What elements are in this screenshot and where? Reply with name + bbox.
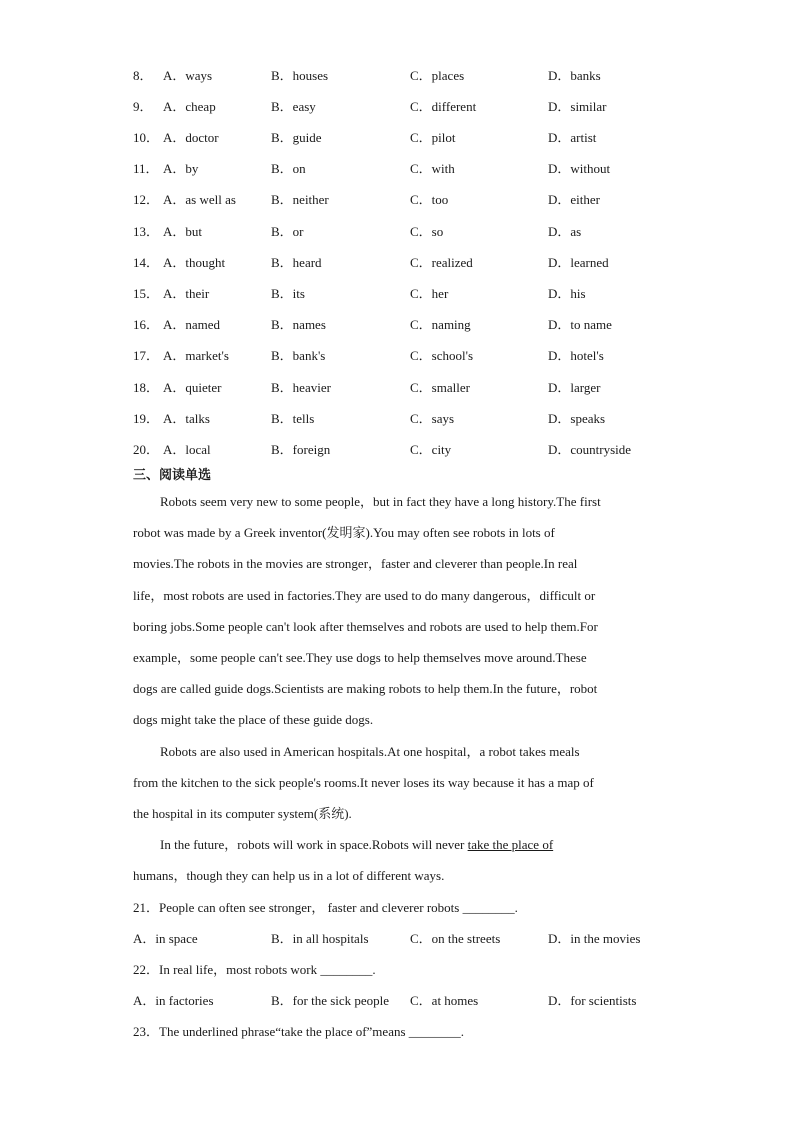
passage-line: Robots are also used in American hospitals.At one hospital，a robot takes meals <box>160 744 580 759</box>
option-a[interactable]: A．ways <box>163 68 213 83</box>
option-d[interactable]: D．similar <box>548 99 607 114</box>
question-number: 12． <box>133 192 160 207</box>
option-a[interactable]: A．doctor <box>163 130 219 145</box>
question-number: 11． <box>133 161 159 176</box>
passage-line: example，some people can't see.They use dogs to help themselves move around.These <box>133 649 587 665</box>
option-a[interactable]: A．their <box>163 286 210 301</box>
option-c[interactable]: C．school's <box>410 348 474 363</box>
passage-line: robot was made by a Greek inventor(发明家).You may often see robots in lots of <box>133 525 555 541</box>
option-d[interactable]: D．to name <box>548 317 612 332</box>
underlined-phrase: take the place of <box>467 837 554 852</box>
question-number: 13． <box>133 224 160 239</box>
question-23-stem <box>133 1022 464 1042</box>
passage-paragraph-2 <box>133 736 653 830</box>
option-d[interactable]: D．larger <box>548 380 601 395</box>
passage-line: boring jobs.Some people can't look after themselves and robots are used to help them.For <box>133 618 598 634</box>
option-a[interactable]: A．market's <box>163 348 229 363</box>
option-b[interactable]: B．foreign <box>271 442 331 457</box>
question-21-stem <box>133 898 518 918</box>
passage-text: In the future，robots will work in space.Robots will never <box>160 837 468 852</box>
question-number: 19． <box>133 411 160 426</box>
passage-line: Robots seem very new to some people，but in fact they have a long history.The first <box>160 494 601 509</box>
option-d[interactable]: D．for scientists <box>548 993 637 1008</box>
passage-line: humans，though they can help us in a lot of different ways. <box>133 868 445 884</box>
option-b[interactable]: B．heard <box>271 255 322 270</box>
option-b[interactable]: B．neither <box>271 192 329 207</box>
option-c[interactable]: C．too <box>410 192 449 207</box>
option-c[interactable]: C．realized <box>410 255 473 270</box>
option-b[interactable]: B．for the sick people <box>271 993 390 1008</box>
question-number: 8． <box>133 68 153 83</box>
question-number: 16． <box>133 317 160 332</box>
option-b[interactable]: B．bank's <box>271 348 326 363</box>
passage-line: the hospital in its computer system(系统). <box>133 806 352 822</box>
option-b[interactable]: B．easy <box>271 99 316 114</box>
option-c[interactable]: C．on the streets <box>410 931 501 946</box>
passage-line: from the kitchen to the sick people's rooms.It never loses its way because it has a map of <box>133 775 594 791</box>
option-a[interactable]: A．local <box>163 442 211 457</box>
option-a[interactable]: A．named <box>163 317 221 332</box>
question-number: 20． <box>133 442 160 457</box>
option-c[interactable]: C．at homes <box>410 993 479 1008</box>
passage-paragraph-1 <box>133 486 653 736</box>
option-d[interactable]: D．without <box>548 161 611 176</box>
option-a[interactable]: A．cheap <box>163 99 216 114</box>
option-d[interactable]: D．in the movies <box>548 931 641 946</box>
option-d[interactable]: D．either <box>548 192 600 207</box>
option-b[interactable]: B．tells <box>271 411 315 426</box>
passage-line: movies.The robots in the movies are stronger，faster and cleverer than people.In real <box>133 556 578 572</box>
question-number: 18． <box>133 380 160 395</box>
passage-line: dogs might take the place of these guide dogs. <box>133 712 374 728</box>
option-b[interactable]: B．names <box>271 317 326 332</box>
option-c[interactable]: C．places <box>410 68 465 83</box>
option-a[interactable]: A．but <box>163 224 203 239</box>
option-b[interactable]: B．guide <box>271 130 322 145</box>
passage-paragraph-3 <box>133 829 653 891</box>
question-number: 9． <box>133 99 153 114</box>
option-b[interactable]: B．in all hospitals <box>271 931 369 946</box>
option-c[interactable]: C．pilot <box>410 130 456 145</box>
option-b[interactable]: B．its <box>271 286 305 301</box>
option-c[interactable]: C．smaller <box>410 380 470 395</box>
option-d[interactable]: D．hotel's <box>548 348 604 363</box>
option-d[interactable]: D．as <box>548 224 582 239</box>
question-number: 10． <box>133 130 160 145</box>
option-a[interactable]: A．talks <box>163 411 210 426</box>
option-c[interactable]: C．with <box>410 161 455 176</box>
option-a[interactable]: A．quieter <box>163 380 222 395</box>
passage-line <box>133 829 653 860</box>
option-b[interactable]: B．heavier <box>271 380 331 395</box>
option-d[interactable]: D．countryside <box>548 442 632 457</box>
option-d[interactable]: D．speaks <box>548 411 606 426</box>
option-b[interactable]: B．or <box>271 224 304 239</box>
option-a[interactable]: A．by <box>163 161 199 176</box>
option-a[interactable]: A．as well as <box>163 192 236 207</box>
option-a[interactable]: A．thought <box>163 255 226 270</box>
question-number: 17． <box>133 348 160 363</box>
option-c[interactable]: C．naming <box>410 317 471 332</box>
passage-line: life，most robots are used in factories.They are used to do many dangerous，difficult or <box>133 587 596 603</box>
question-stem: 21．People can often see stronger， faster and cleverer robots ________. <box>133 900 518 915</box>
option-b[interactable]: B．on <box>271 161 306 176</box>
option-d[interactable]: D．learned <box>548 255 609 270</box>
option-d[interactable]: D．banks <box>548 68 601 83</box>
question-22-stem <box>133 960 376 980</box>
option-c[interactable]: C．says <box>410 411 455 426</box>
question-stem: 23．The underlined phrase“take the place of”means ________. <box>133 1024 465 1039</box>
option-a[interactable]: A．in factories <box>133 993 214 1008</box>
option-a[interactable]: A．in space <box>133 931 198 946</box>
passage-line: dogs are called guide dogs.Scientists are making robots to help them.In the future，robot <box>133 681 598 697</box>
option-c[interactable]: C．her <box>410 286 449 301</box>
option-c[interactable]: C．so <box>410 224 444 239</box>
option-c[interactable]: C．different <box>410 99 477 114</box>
option-c[interactable]: C．city <box>410 442 452 457</box>
section-title: 三、阅读单选 <box>133 468 212 483</box>
option-d[interactable]: D．his <box>548 286 586 301</box>
option-d[interactable]: D．artist <box>548 130 597 145</box>
option-b[interactable]: B．houses <box>271 68 329 83</box>
question-number: 15． <box>133 286 160 301</box>
question-number: 14． <box>133 255 160 270</box>
question-stem: 22．In real life，most robots work ________. <box>133 962 376 977</box>
